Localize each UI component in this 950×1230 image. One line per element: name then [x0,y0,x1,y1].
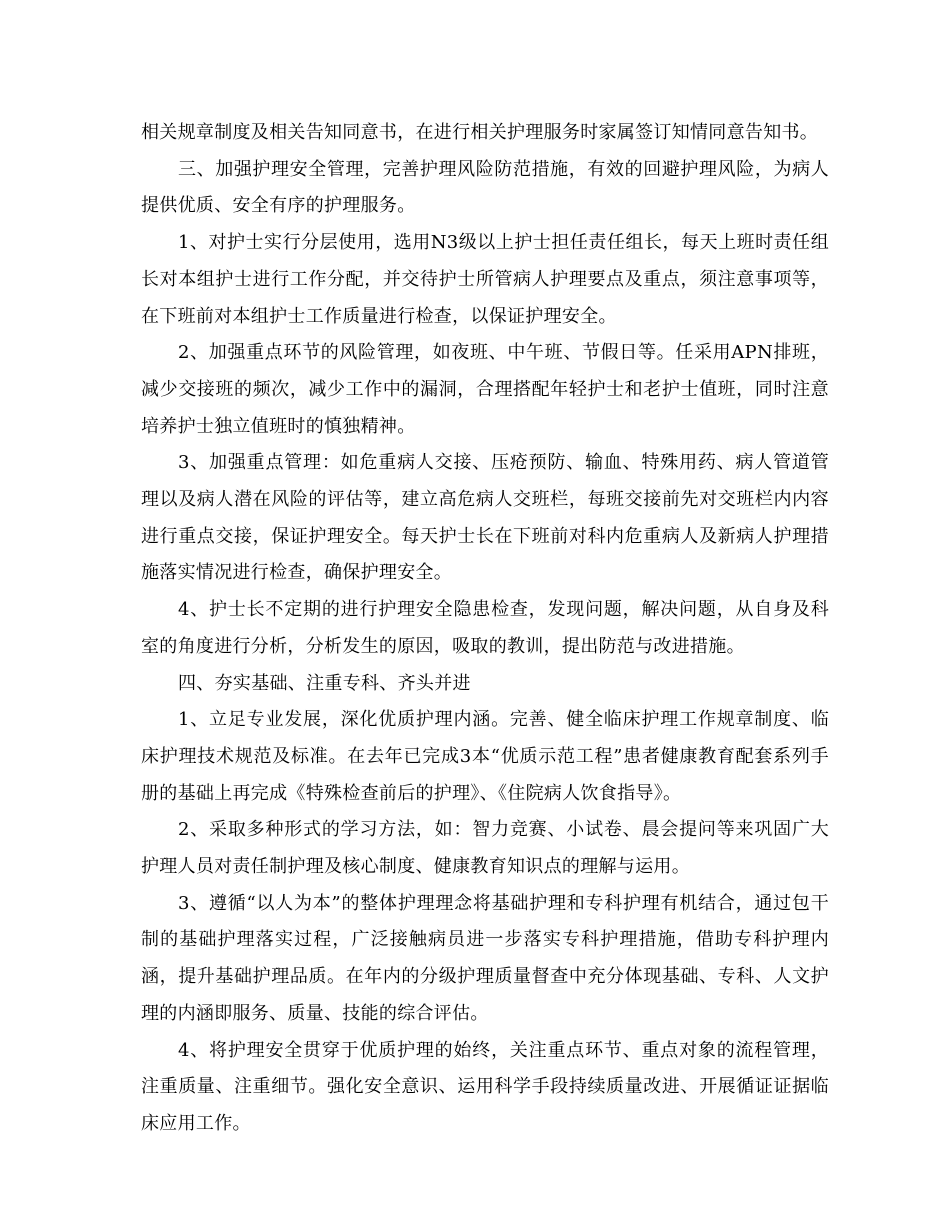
paragraph-8: 1、立足专业发展，深化优质护理内涵。完善、健全临床护理工作规章制度、临床护理技术规范及标准。在去年已完成3本“优质示范工程”患者健康教育配套系列手册的基础上再完成《特殊检查前后的护理》、《住院病人饮食指导》。 [141,709,829,804]
paragraph-3: 1、对护士实行分层使用，选用N3级以上护士担任责任组长，每天上班时责任组长对本组护士进行工作分配，并交待护士所管病人护理要点及重点，须注意事项等，在下班前对本组护士工作质量进行检查，以保证护理安全。 [141,232,829,327]
paragraph-1: 相关规章制度及相关告知同意书，在进行相关护理服务时家属签订知情同意告知书。 [141,122,819,143]
paragraph-9: 2、采取多种形式的学习方法，如：智力竞赛、小试卷、晨会提问等来巩固广大护理人员对责任制护理及核心制度、健康教育知识点的理解与运用。 [141,819,829,878]
paragraph-10: 3、遵循“以人为本”的整体护理理念将基础护理和专科护理有机结合，通过包干制的基础护理落实过程，广泛接触病员进一步落实专科护理措施，借助专科护理内涵，提升基础护理品质。在年内的分级护理质量督查中充分体现基础、专科、人文护理的内涵即服务、质量、技能的综合评估。 [141,892,829,1024]
paragraph-6: 4、护士长不定期的进行护理安全隐患检查，发现问题，解决问题，从自身及科室的角度进行分析，分析发生的原因，吸取的教训，提出防范与改进措施。 [141,599,829,657]
paragraph-4: 2、加强重点环节的风险管理，如夜班、中午班、节假日等。任采用APN排班，减少交接班的频次，减少工作中的漏洞，合理搭配年轻护士和老护士值班，同时注意培养护士独立值班时的慎独精神。 [141,342,829,437]
section-heading-4: 四、夯实基础、注重专科、齐头并进 [178,672,471,694]
paragraph-11: 4、将护理安全贯穿于优质护理的始终，关注重点环节、重点对象的流程管理，注重质量、注重细节。强化安全意识、运用科学手段持续质量改进、开展循证证据临床应用工作。 [141,1039,829,1134]
paragraph-5: 3、加强重点管理：如危重病人交接、压疮预防、输血、特殊用药、病人管道管理以及病人潜在风险的评估等，建立高危病人交班栏，每班交接前先对交班栏内内容进行重点交接，保证护理安全。每天护士长在下班前对科内危重病人及新病人护理措施落实情况进行检查，确保护理安全。 [141,452,829,584]
paragraph-2: 三、加强护理安全管理，完善护理风险防范措施，有效的回避护理风险，为病人提供优质、安全有序的护理服务。 [141,158,829,217]
document-page [141,115,829,1143]
